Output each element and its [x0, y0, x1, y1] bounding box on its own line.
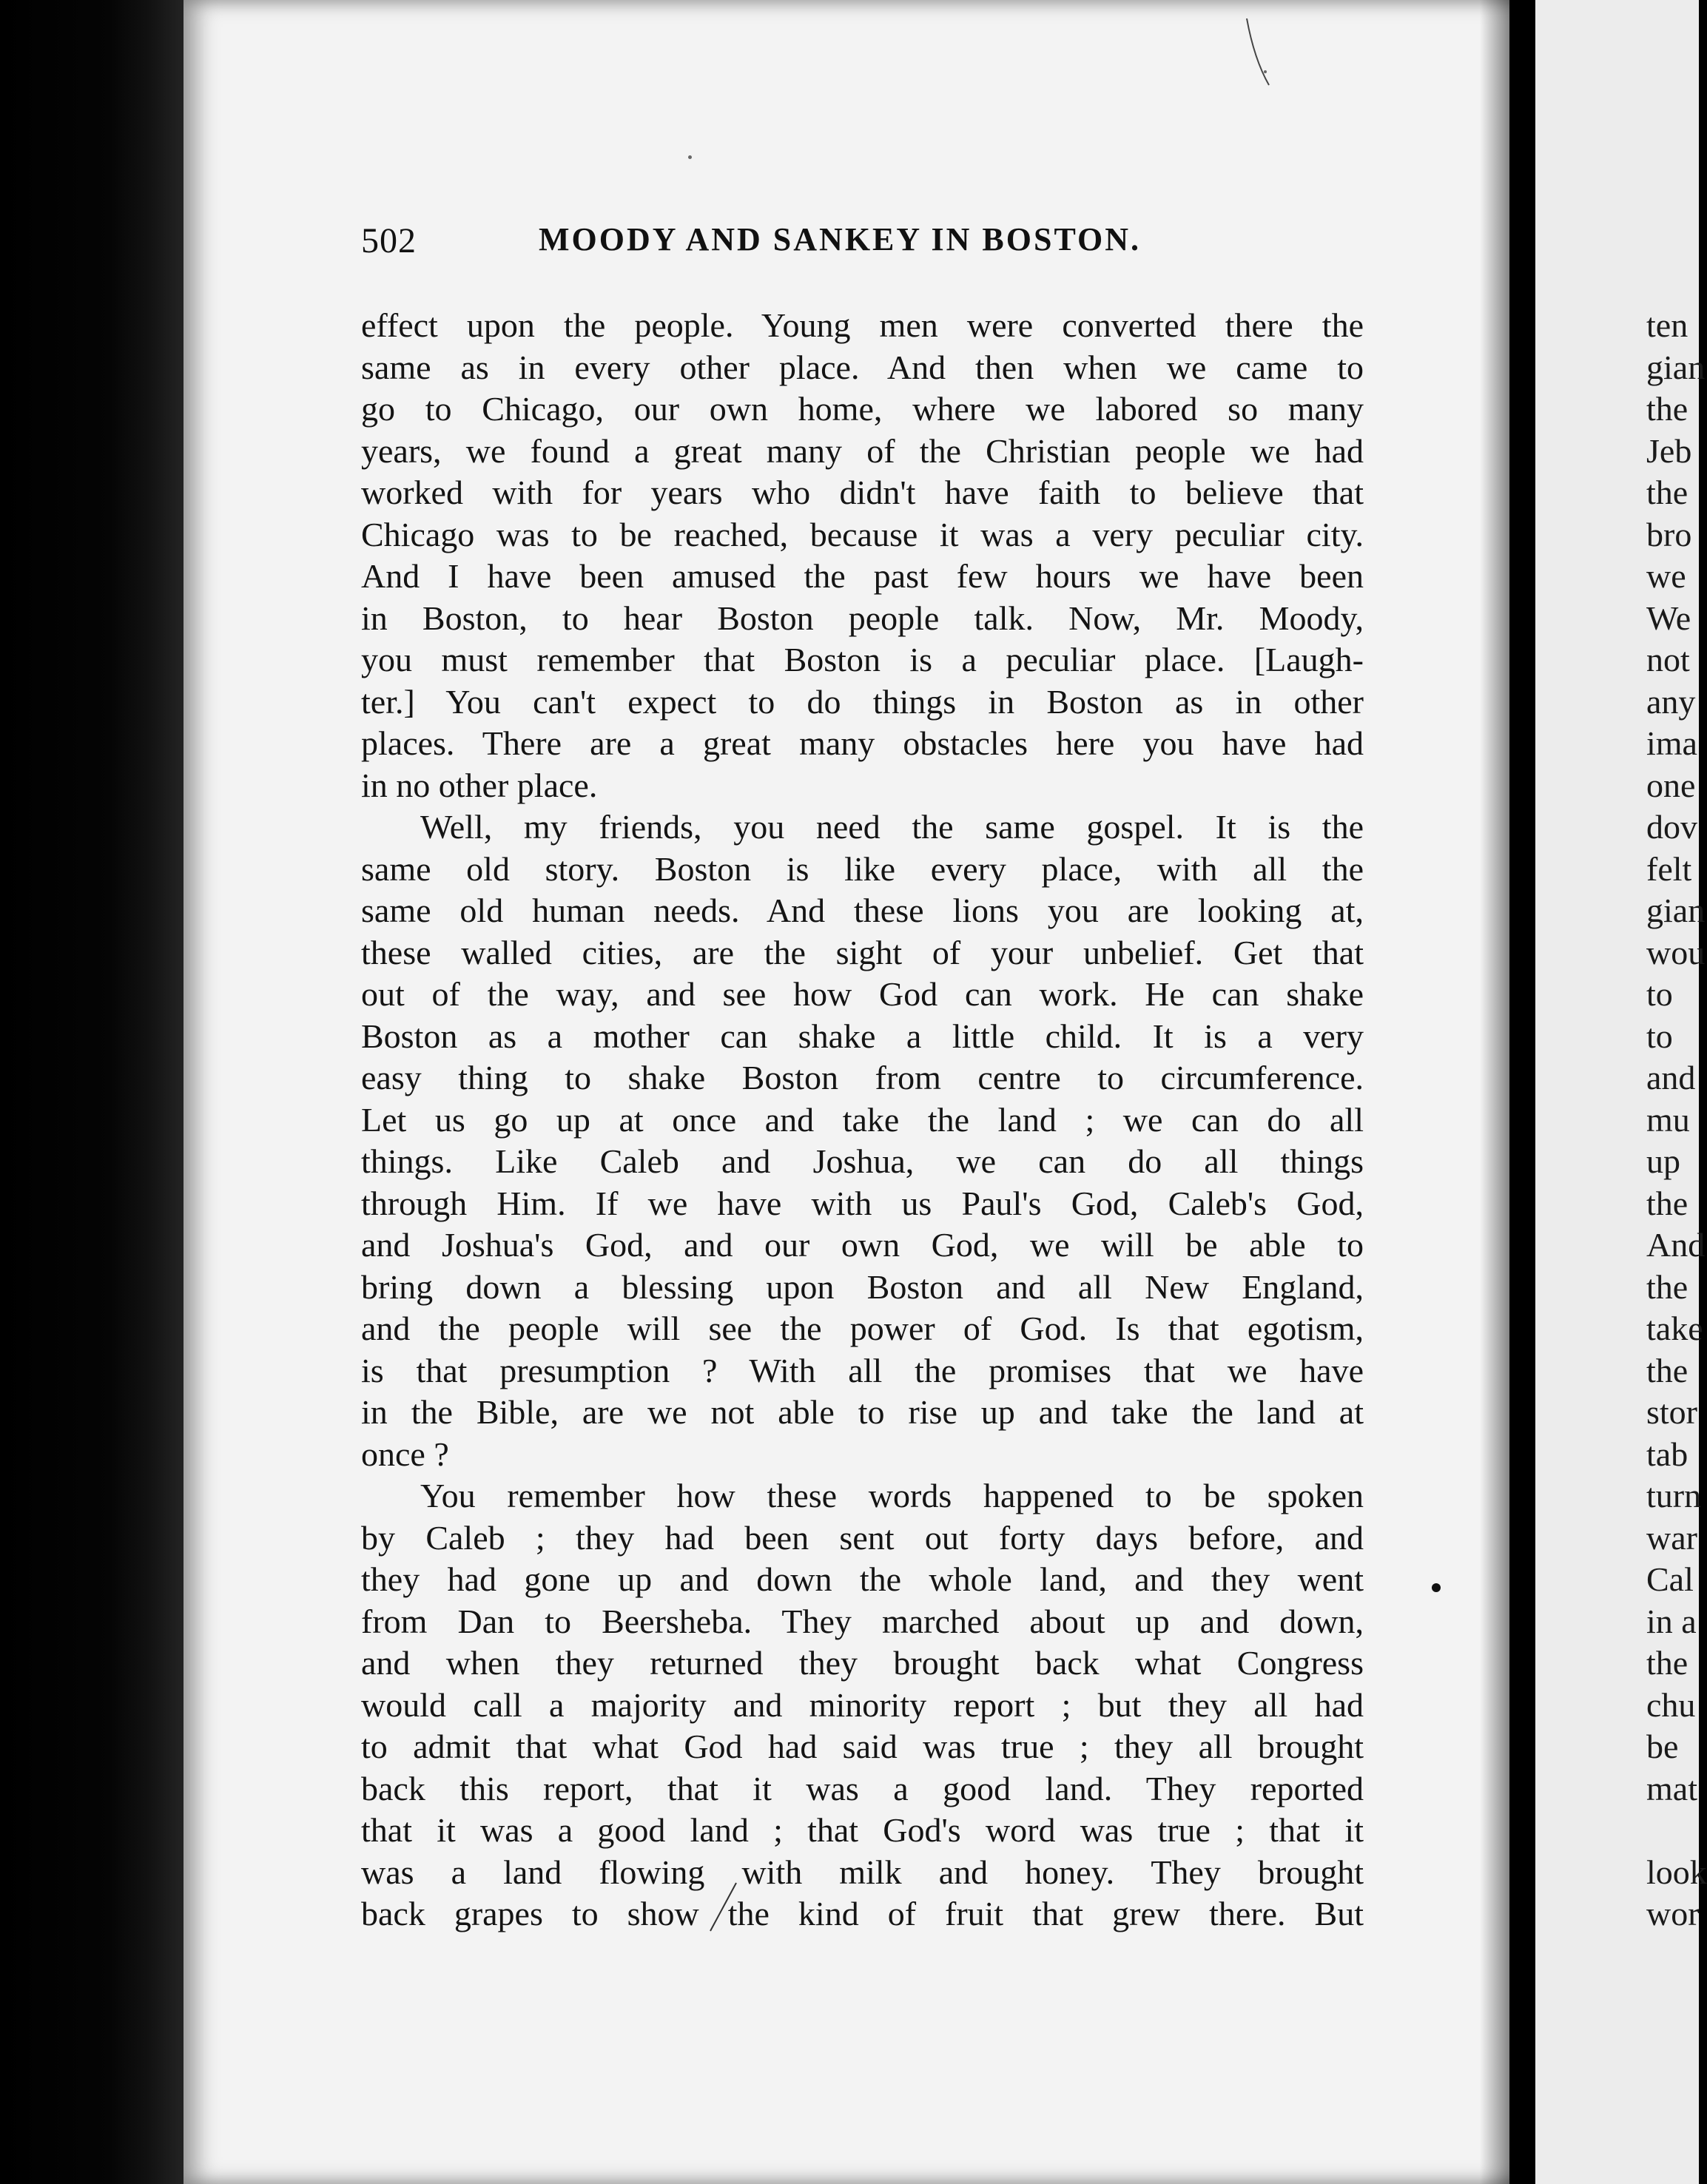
text-line: and when they returned they brought back what Congress — [361, 1644, 1364, 1682]
text-line: things. Like Caleb and Joshua, we can do all things — [361, 1142, 1364, 1180]
text-line: in the Bible, are we not able to rise up and take the land at — [361, 1393, 1364, 1431]
text-line: Let us go up at once and take the land ; we can do all — [361, 1100, 1364, 1139]
text-line: back grapes to show the kind of fruit that grew there. But — [361, 1895, 1364, 1932]
adjacent-line-fragment: to — [1646, 975, 1673, 1013]
adjacent-line-fragment: ten — [1646, 306, 1689, 344]
text-line: And I have been amused the past few hours we have been — [361, 557, 1364, 595]
adjacent-line-fragment: any — [1646, 682, 1696, 721]
adjacent-line-fragment: gian — [1646, 348, 1706, 386]
adjacent-line-fragment: and — [1646, 1059, 1696, 1096]
gutter-shadow — [1480, 0, 1513, 2184]
adjacent-line-fragment: war — [1646, 1518, 1697, 1557]
text-line: to admit that what God had said was true ; they all brought — [361, 1728, 1364, 1765]
text-line: and Joshua's God, and our own God, we will be able to — [361, 1226, 1364, 1264]
text-line: go to Chicago, our own home, where we labored so many — [361, 390, 1364, 428]
text-line: in Boston, to hear Boston people talk. Now, Mr. Moody, — [361, 599, 1364, 637]
text-line: Chicago was to be reached, because it was a very peculiar city. — [361, 515, 1364, 553]
adjacent-line-fragment: be — [1646, 1728, 1679, 1765]
adjacent-line-fragment: We — [1646, 599, 1691, 637]
adjacent-line-fragment — [1646, 1810, 1707, 1852]
dust-speck — [1432, 1583, 1441, 1592]
text-line: same old human needs. And these lions you are looking at, — [361, 892, 1364, 929]
adjacent-line-fragment: turn — [1646, 1477, 1702, 1514]
text-line: is that presumption ? With all the promises that we have — [361, 1351, 1364, 1389]
text-line: places. There are a great many obstacles here you have had — [361, 724, 1364, 762]
adjacent-line-fragment: the — [1646, 1267, 1689, 1306]
adjacent-line-fragment: stor — [1646, 1393, 1697, 1431]
dust-speck — [688, 155, 692, 159]
body-text — [361, 305, 1364, 1935]
text-line: ter.] You can't expect to do things in Boston as in other — [361, 682, 1364, 721]
adjacent-line-fragment: up — [1646, 1142, 1680, 1180]
page-header — [361, 220, 1375, 272]
adjacent-line-fragment: mu — [1646, 1100, 1690, 1139]
adjacent-line-fragment: gian — [1646, 892, 1706, 929]
adjacent-line-fragment: bro — [1646, 515, 1692, 553]
adjacent-line-fragment: the — [1646, 390, 1689, 428]
text-line: by Caleb ; they had been sent out forty days before, and — [361, 1518, 1364, 1557]
adjacent-line-fragment: one — [1646, 766, 1696, 804]
text-line: same as in every other place. And then when we came to — [361, 348, 1364, 386]
adjacent-line-fragment: the — [1646, 1644, 1689, 1682]
text-line: that it was a good land ; that God's word was true ; that it — [361, 1811, 1364, 1849]
text-line: effect upon the people. Young men were converted there the — [361, 306, 1364, 344]
adjacent-line-fragment: we — [1646, 557, 1686, 595]
text-line: easy thing to shake Boston from centre to circumference. — [361, 1059, 1364, 1096]
adjacent-line-fragment: in a — [1646, 1602, 1697, 1640]
text-line: in no other place. — [361, 766, 598, 804]
book-gutter — [1509, 0, 1535, 2184]
adjacent-line-fragment: take — [1646, 1310, 1703, 1347]
text-line: out of the way, and see how God can work. He can shake — [361, 975, 1364, 1013]
adjacent-line-fragment: tab — [1646, 1435, 1689, 1473]
paragraph-start-line: Well, my friends, you need the same gospel. It is the — [420, 808, 1364, 846]
text-line: years, we found a great many of the Christian people we had — [361, 431, 1364, 470]
adjacent-line-fragment: wou — [1646, 933, 1706, 971]
film-scratch — [703, 1879, 747, 1938]
running-head: MOODY AND SANKEY IN BOSTON. — [539, 221, 1142, 257]
adjacent-line-fragment: mat — [1646, 1769, 1697, 1807]
text-line: and the people will see the power of God. Is that egotism, — [361, 1310, 1364, 1347]
text-line: same old story. Boston is like every place, with all the — [361, 849, 1364, 888]
text-line: through Him. If we have with us Paul's God, Caleb's God, — [361, 1184, 1364, 1222]
text-line: once ? — [361, 1435, 449, 1473]
adjacent-line-fragment: ima — [1646, 724, 1697, 762]
text-line: Boston as a mother can shake a little child. It is a very — [361, 1017, 1364, 1055]
text-line: you must remember that Boston is a peculiar place. [Laugh- — [361, 641, 1364, 678]
paragraph-start-line: You remember how these words happened to be spoken — [420, 1477, 1364, 1514]
left-margin-shadow — [0, 0, 185, 2184]
adjacent-page — [1535, 0, 1707, 2184]
adjacent-line-fragment: wor — [1646, 1895, 1700, 1932]
adjacent-line-fragment: the — [1646, 473, 1689, 511]
adjacent-line-fragment: Cal — [1646, 1560, 1694, 1598]
text-line: bring down a blessing upon Boston and all New England, — [361, 1267, 1364, 1306]
text-line: was a land flowing with milk and honey. They brought — [361, 1853, 1364, 1891]
text-line: would call a majority and minority report ; but they all had — [361, 1685, 1364, 1724]
text-line: these walled cities, are the sight of your unbelief. Get that — [361, 933, 1364, 971]
text-line: back this report, that it was a good land. They reported — [361, 1769, 1364, 1807]
adjacent-line-fragment: the — [1646, 1184, 1689, 1222]
adjacent-line-fragment: look — [1646, 1853, 1707, 1891]
adjacent-line-fragment: Jeb — [1646, 431, 1692, 470]
adjacent-line-fragment: chu — [1646, 1685, 1696, 1724]
adjacent-line-fragment: And — [1646, 1226, 1706, 1264]
adjacent-line-fragment: not — [1646, 641, 1690, 678]
text-line: worked with for years who didn't have faith to believe that — [361, 473, 1364, 511]
adjacent-line-fragment: to — [1646, 1017, 1673, 1055]
adjacent-line-fragment: felt — [1646, 849, 1692, 888]
adjacent-line-fragment: dov — [1646, 808, 1697, 846]
page-number: 502 — [361, 221, 417, 260]
text-line: from Dan to Beersheba. They marched about up and down, — [361, 1602, 1364, 1640]
film-scratch — [1243, 15, 1273, 89]
adjacent-page-text — [1646, 305, 1707, 1935]
adjacent-line-fragment: the — [1646, 1351, 1689, 1389]
text-line: they had gone up and down the whole land, and they went — [361, 1560, 1364, 1598]
